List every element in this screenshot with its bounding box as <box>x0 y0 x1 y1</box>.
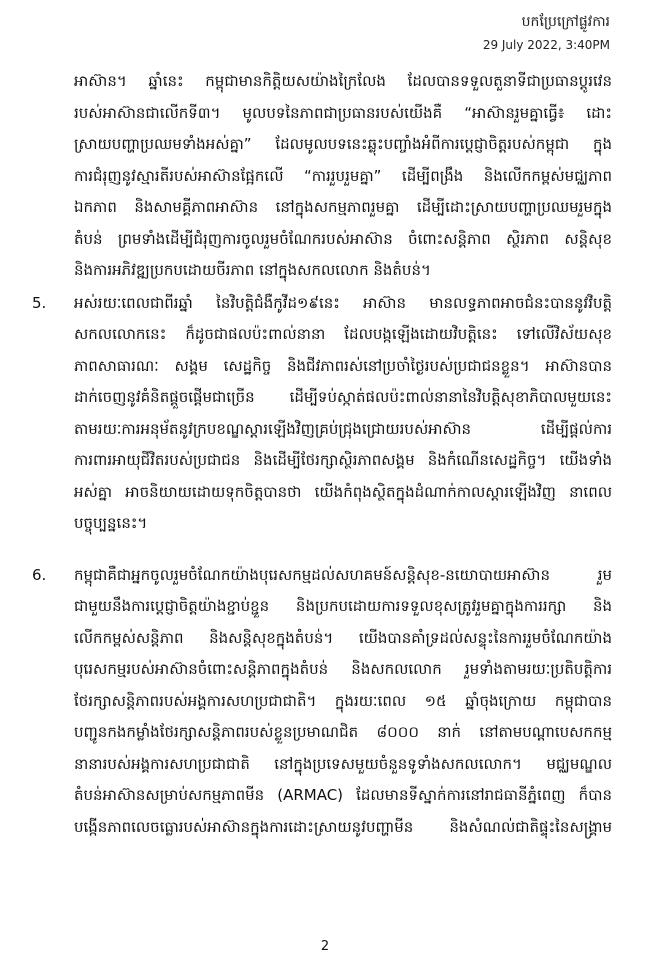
paragraph-line: បច្ចុប្បន្ននេះ។ <box>74 514 148 532</box>
paragraph-line: ជាមួយនឹងការប្ដេជ្ញាចិត្តយ៉ាងខ្ជាប់ខ្ជួន និងប្រកបដោយការទទួលខុសត្រូវរួមគ្នាក្នុងការរក្សា និង <box>74 597 612 615</box>
paragraph-line: ដាក់ចេញនូវគំនិតផ្ដួចផ្ដើមជាច្រើន ដើម្បីទប់ស្កាត់ផលប៉ះពាល់នានានៃវិបត្តិសុខាភិបាលមួយនេះ <box>74 388 612 406</box>
paragraph-line: តំបន់អាស៊ានសម្រាប់សកម្មភាពមីន (ARMAC) ដែលមានទីស្នាក់ការនៅរាជធានីភ្នំពេញ ក៏បាន <box>74 786 612 804</box>
paragraph-line: នានារបស់អង្គការសហប្រជាជាតិ នៅក្នុងប្រទេសមួយចំនួនទូទាំងសកលលោក។ មជ្ឈមណ្ឌល <box>74 754 612 773</box>
paragraph-number: 5. <box>32 293 47 312</box>
paragraph-line: បុរេសកម្មរបស់អាស៊ានចំពោះសន្តិភាពក្នុងតំបន់ និងសកលលោក រួមទាំងតាមរយៈប្រតិបត្តិការ <box>74 660 612 678</box>
paragraph-line: ថែរក្សាសន្តិភាពរបស់អង្គការសហប្រជាជាតិ។ ក្នុងរយៈពេល ១៥ ឆ្នាំចុងក្រោយ កម្ពុជាបាន <box>74 691 612 710</box>
unofficial-translation-label: បកប្រែក្រៅផ្លូវការ <box>521 14 610 30</box>
paragraph-line: បង្កើនភាពលេចធ្លោរបស់អាស៊ានក្នុងការដោះស្រាយនូវបញ្ហាមីន និងសំណល់ជាតិផ្ទុះនៃសង្គ្រាម <box>74 817 612 836</box>
paragraph-line: ការពារអាយុជីវិតរបស់ប្រជាជន និងដើម្បីថែរក្សាស្ថិរភាពសង្គម និងកំណើនសេដ្ឋកិច្ច។ យើងទាំង <box>74 451 612 469</box>
paragraph-line: ឯកភាព និងសាមគ្គីភាពអាស៊ាន នៅក្នុងសកម្មភាពរួមគ្នា ដើម្បីដោះស្រាយបញ្ហាប្រឈមរួមក្នុង <box>74 198 612 216</box>
paragraph-line: លើកកម្ពស់សន្តិភាព និងសន្តិសុខក្នុងតំបន់។ យើងបានគាំទ្រដល់សន្ទុះនៃការរួមចំណែកយ៉ាង <box>74 628 612 647</box>
paragraph-line: ស្រាយបញ្ហាប្រឈមទាំងអស់គ្នា” ដែលមូលបទនេះឆ្លុះបញ្ចាំងអំពីការប្ដេជ្ញាចិត្តរបស់កម្ពុជា ក្នុង <box>74 135 612 153</box>
page-number: 2 <box>320 939 330 954</box>
paragraph-line: សកលលោកនេះ ក៏ដូចជាផលប៉ះពាល់នានា ដែលបង្កឡើងដោយវិបត្តិនេះ ទៅលើវិស័យសុខ <box>74 325 612 343</box>
document-date: 29 July 2022, 3:40PM <box>482 38 610 52</box>
paragraph-6 <box>30 560 612 844</box>
document-body <box>30 66 612 928</box>
page-header <box>483 12 610 54</box>
paragraph-continuation <box>74 66 612 287</box>
paragraph-line: អស់គ្នា អាចនិយាយដោយទុកចិត្តបានថា យើងកំពុងស្ថិតក្នុងដំណាក់កាលស្ដារឡើងវិញ នាពេល <box>74 482 612 501</box>
paragraph-line: តាមរយៈការអនុម័តនូវក្របខណ្ឌស្តារឡើងវិញគ្រប់ជ្រុងជ្រោយរបស់អាស៊ាន ដើម្បីផ្ដល់ការ <box>74 419 612 438</box>
paragraph-line: កម្ពុជាគឺជាអ្នកចូលរួមចំណែកយ៉ាងបុរេសកម្មដល់សហគមន៍សន្តិសុខ-នយោបាយអាស៊ាន រួម <box>74 565 612 584</box>
paragraph-line: ការជំរុញនូវស្មារតីរបស់អាស៊ានផ្អែកលើ “ការរួបរួមគ្នា” ដើម្បីពង្រឹង និងលើកកម្ពស់មជ្ឈភាព <box>74 166 612 185</box>
paragraph-line: របស់អាស៊ានជាលើកទី៣។ មូលបទនៃភាពជាប្រធានរបស់យើងគឺ “អាស៊ានរួមគ្នាធ្វើ៖ ដោះ <box>74 103 612 122</box>
paragraph-line: ភាពសាធារណៈ សង្គម សេដ្ឋកិច្ច និងជីវភាពរស់នៅប្រចាំថ្ងៃរបស់ប្រជាជនខ្លួន។ អាស៊ានបាន <box>74 356 612 375</box>
paragraph-line: អាស៊ាន។ ឆ្នាំនេះ កម្ពុជាមានកិត្តិយសយ៉ាងក្រៃលែង ដែលបានទទួលតួនាទីជាប្រធានប្ដូរវេន <box>74 72 612 90</box>
paragraph-5 <box>30 288 612 540</box>
paragraph-text <box>74 560 612 844</box>
paragraph-number: 6. <box>32 565 47 584</box>
paragraph-line: បញ្ជូនកងកម្លាំងថែរក្សាសន្តិភាពរបស់ខ្លួនប្រមាណជិត ៨០០០ នាក់ នៅតាមបណ្ដាបេសកកម្ម <box>74 723 612 741</box>
paragraph-line: និងការអភិវឌ្ឍប្រកបដោយចីរភាព នៅក្នុងសកលលោក និងតំបន់។ <box>74 261 431 279</box>
paragraph-text <box>74 288 612 540</box>
paragraph-line: តំបន់ ព្រមទាំងដើម្បីជំរុញការចូលរួមចំណែករបស់អាស៊ាន ចំពោះសន្តិភាព ស្ថិរភាព សន្តិសុខ <box>74 229 612 248</box>
paragraph-line: អស់រយៈពេលជាពីរឆ្នាំ នៃវិបត្តិជំងឺកូវីដ១៩នេះ អាស៊ាន មានលទ្ធភាពអាចជំនះបាននូវវិបត្តិ <box>74 293 612 312</box>
